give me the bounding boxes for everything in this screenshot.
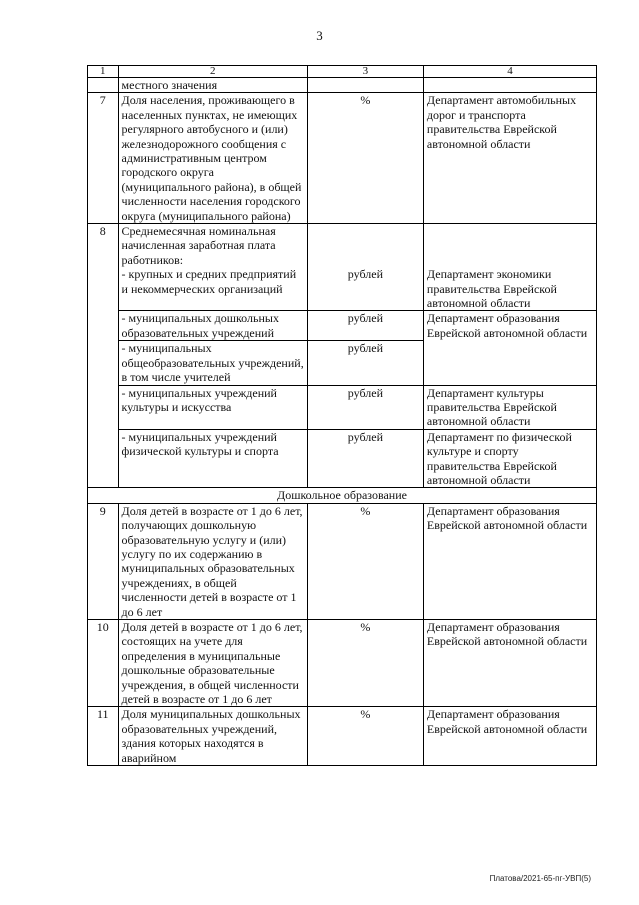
indicator-text: Доля детей в возрасте от 1 до 6 лет, получающих дошкольную образовательную услугу и (или) услугу по их содержанию в муниципальных образовательных учреждениях, в общей численности детей в возрасте от 1 до 6 лет [118,503,307,619]
table-row [88,385,597,429]
table-row [88,311,597,341]
unit-cell: рублей [307,341,423,385]
table-row [88,78,597,93]
department-cell: Департамент по физической культуре и спорту правительства Еврейской автономной области [423,429,596,488]
unit-cell: % [307,620,423,707]
indicator-intro: Среднемесячная номинальная начисленная заработная плата работников: [121,224,276,267]
section-title: Дошкольное образование [88,488,597,503]
row-number: 8 [88,224,119,488]
unit-cell: % [307,707,423,766]
unit-cell [307,224,423,311]
row-number: 7 [88,93,119,224]
continuation-cell: местного значения [118,78,307,93]
indicator-subitem: - муниципальных дошкольных образовательных учреждений [118,311,307,341]
department-cell: Департамент образования Еврейской автономной области [423,311,596,385]
unit-cell: рублей [307,385,423,429]
row-number: 9 [88,503,119,619]
header-cell: 2 [118,66,307,78]
table-row [88,503,597,619]
department-cell: Департамент образования Еврейской автономной области [423,503,596,619]
indicator-subitem: - крупных и средних предприятий и некоммерческих организаций [121,267,297,296]
document-footer-code: Платова/2021-65-пг-УВП(5) [489,874,591,883]
department-cell: Департамент образования Еврейской автономной области [423,707,596,766]
department-name: Департамент экономики правительства Еврейской автономной области [426,267,557,311]
table-row [88,707,597,766]
row-number: 11 [88,707,119,766]
unit-cell: рублей [307,311,423,341]
table-row [88,224,597,311]
department-cell [423,224,596,311]
header-cell: 3 [307,66,423,78]
department-cell: Департамент культуры правительства Еврейской автономной области [423,385,596,429]
page-number: 3 [316,28,323,43]
indicator-subitem: - муниципальных учреждений культуры и искусства [118,385,307,429]
row-number: 10 [88,620,119,707]
unit-value: рублей [347,267,384,282]
indicator-subitem: - муниципальных общеобразовательных учреждений, в том числе учителей [118,341,307,385]
section-row [88,488,597,503]
header-cell: 1 [88,66,119,78]
department-cell: Департамент образования Еврейской автономной области [423,620,596,707]
indicator-text [118,224,307,311]
table-header-row [88,66,597,78]
table-row [88,93,597,224]
indicator-subitem: - муниципальных учреждений физической культуры и спорта [118,429,307,488]
unit-cell: рублей [307,429,423,488]
table-row [88,620,597,707]
header-cell: 4 [423,66,596,78]
department-cell: Департамент автомобильных дорог и транспорта правительства Еврейской автономной области [423,93,596,224]
indicator-text: Доля детей в возрасте от 1 до 6 лет, состоящих на учете для определения в муниципальные дошкольные образовательные учреждения, в общей численности детей в возрасте от 1 до 6 лет [118,620,307,707]
table-row [88,429,597,488]
indicator-text: Доля муниципальных дошкольных образовательных учреждений, здания которых находятся в аварийном [118,707,307,766]
unit-cell: % [307,503,423,619]
indicator-text: Доля населения, проживающего в населенных пунктах, не имеющих регулярного автобусного и (или) железнодорожного сообщения с административным центром городского округа (муниципального района), в общей численности населения городского округа (муниципального района) [118,93,307,224]
unit-cell: % [307,93,423,224]
indicators-table [87,65,597,766]
